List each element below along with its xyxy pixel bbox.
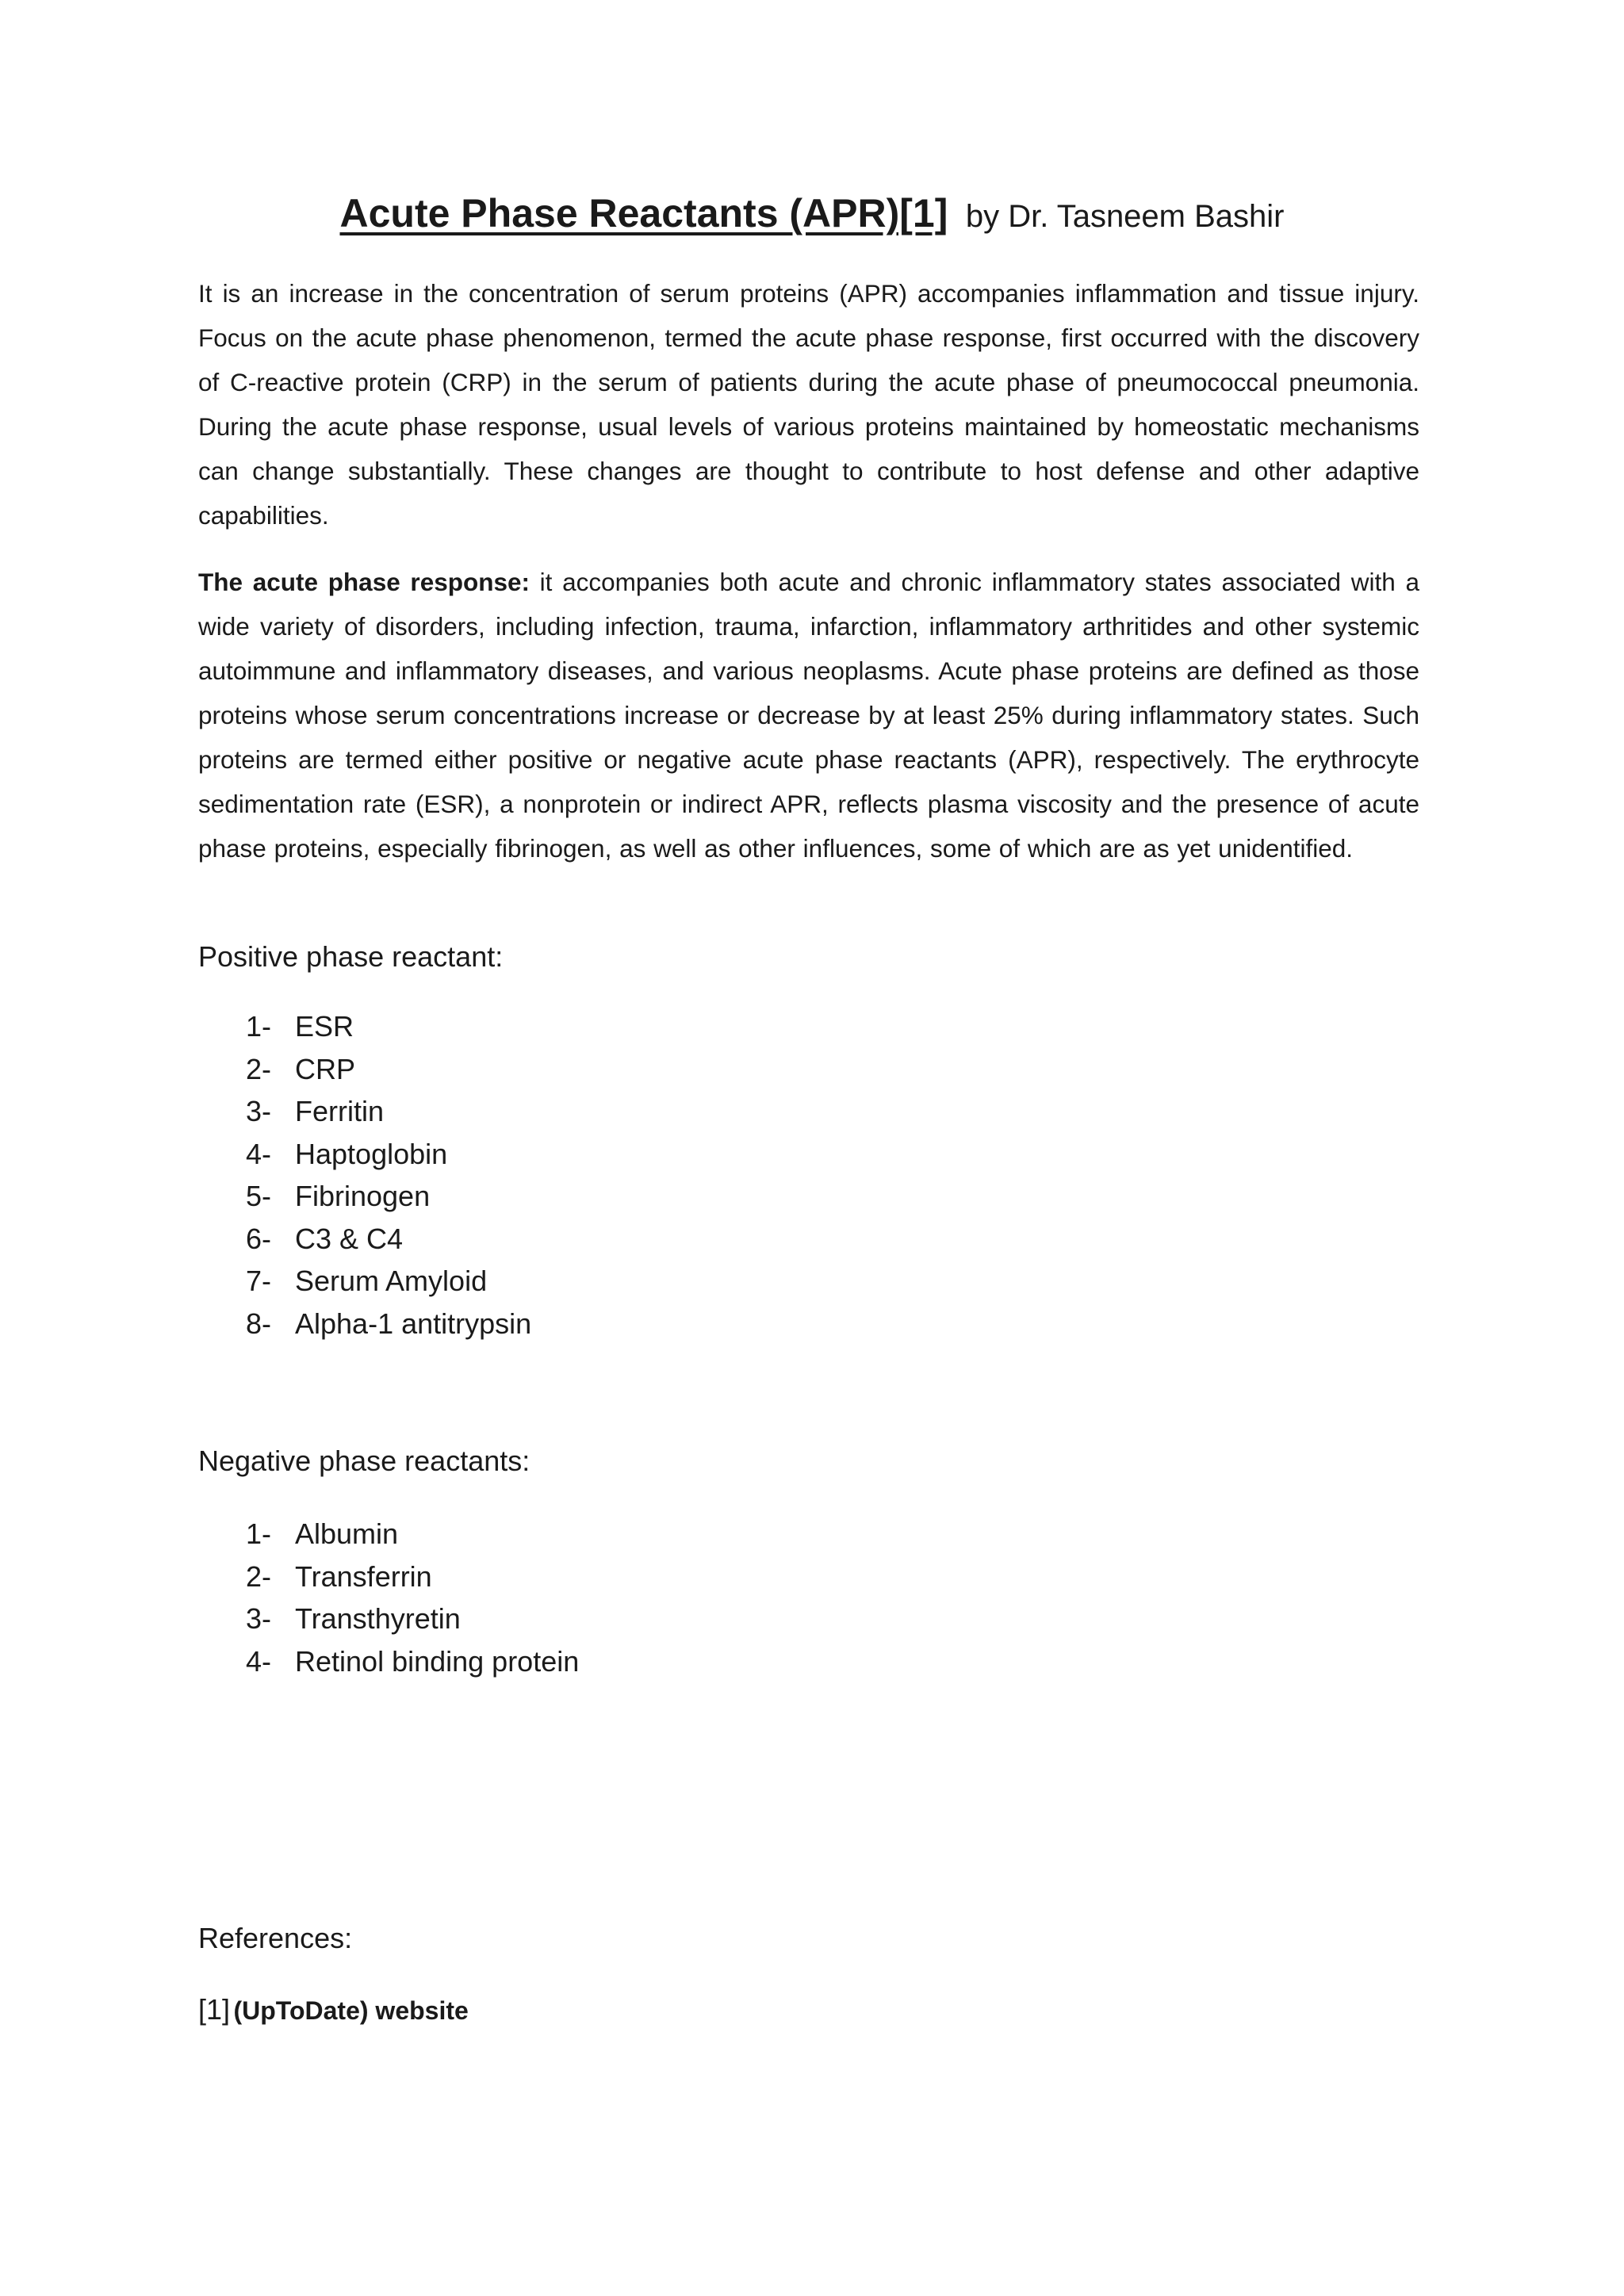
list-item-number: 7- [246, 1265, 272, 1297]
positive-reactants-heading: Positive phase reactant: [198, 940, 504, 973]
acute-phase-response-text: it accompanies both acute and chronic inflammatory states associated with a wide variety of disorders, including infection, trauma, infarction, inflammatory arthritides and other systemic autoimmune and inflammatory diseases, and various neoplasms. Acute phase proteins are defined as those proteins whose serum concentrations increase or decrease by at least 25% during inflammatory states. Such proteins are termed either positive or negative acute phase reactants (APR), respectively. The erythrocyte sedimentation rate (ESR), a nonprotein or indirect APR, reflects plasma viscosity and the presence of acute phase proteins, especially fibrinogen, as well as other influences, some of which are as yet unidentified. [198, 568, 1419, 863]
list-item-number: 3- [246, 1602, 272, 1635]
title-line [0, 190, 1624, 236]
list-item-number: 2- [246, 1559, 272, 1593]
list-item-text: Haptoglobin [295, 1137, 448, 1170]
positive-reactant-item [246, 1260, 531, 1303]
list-item-text: Alpha-1 antitrypsin [295, 1307, 532, 1340]
negative-reactant-item [246, 1598, 579, 1640]
acute-phase-response-paragraph [198, 560, 1419, 871]
list-item-number: 2- [246, 1052, 272, 1085]
list-item-text: Albumin [295, 1517, 399, 1550]
list-item-text: Serum Amyloid [295, 1265, 488, 1297]
reference-title: (UpToDate) website [233, 1996, 469, 2025]
negative-reactant-item [246, 1513, 579, 1556]
list-item-number: 1- [246, 1010, 272, 1043]
document-author: by Dr. Tasneem Bashir [965, 199, 1285, 234]
positive-reactant-item [246, 1048, 531, 1091]
positive-reactant-item [246, 1303, 531, 1345]
list-item-text: Retinol binding protein [295, 1644, 580, 1678]
positive-reactant-item [246, 1133, 531, 1176]
list-item-number: 4- [246, 1137, 272, 1170]
list-item-number: 8- [246, 1307, 272, 1340]
list-item-number: 5- [246, 1180, 272, 1212]
positive-reactant-item [246, 1090, 531, 1133]
list-item-text: Ferritin [295, 1095, 385, 1127]
positive-reactant-item [246, 1005, 531, 1048]
list-item-number: 6- [246, 1222, 272, 1255]
list-item-text: ESR [295, 1010, 354, 1043]
positive-reactants-list [246, 1005, 531, 1345]
list-item-text: Fibrinogen [295, 1180, 431, 1212]
references-heading: References: [198, 1922, 353, 1954]
negative-reactant-item [246, 1640, 579, 1683]
reference-item [198, 1993, 469, 2026]
negative-reactant-item [246, 1556, 579, 1598]
intro-paragraph: It is an increase in the concentration of serum proteins (APR) accompanies inflammation and tissue injury. Focus on the acute phase phenomenon, termed the acute phase response, first occurred with the discovery of C-reactive protein (CRP) in the serum of patients during the acute phase of pneumococcal pneumonia. During the acute phase response, usual levels of various proteins maintained by homeostatic mechanisms can change substantially. These changes are thought to contribute to host defense and other adaptive capabilities. [198, 279, 1419, 530]
list-item-text: CRP [295, 1052, 356, 1085]
reference-marker: [1] [198, 1993, 231, 2026]
list-item-text: Transferrin [295, 1559, 432, 1593]
list-item-number: 3- [246, 1095, 272, 1127]
acute-phase-response-label: The acute phase response: [198, 568, 530, 596]
document-title: Acute Phase Reactants (APR)[1] [339, 191, 948, 235]
list-item-text: Transthyretin [295, 1602, 461, 1635]
positive-reactant-item [246, 1218, 531, 1261]
positive-reactant-item [246, 1175, 531, 1218]
list-item-number: 1- [246, 1517, 272, 1550]
list-item-text: C3 & C4 [295, 1222, 404, 1255]
negative-reactants-list [246, 1513, 579, 1682]
negative-reactants-heading: Negative phase reactants: [198, 1445, 530, 1477]
list-item-number: 4- [246, 1644, 272, 1678]
